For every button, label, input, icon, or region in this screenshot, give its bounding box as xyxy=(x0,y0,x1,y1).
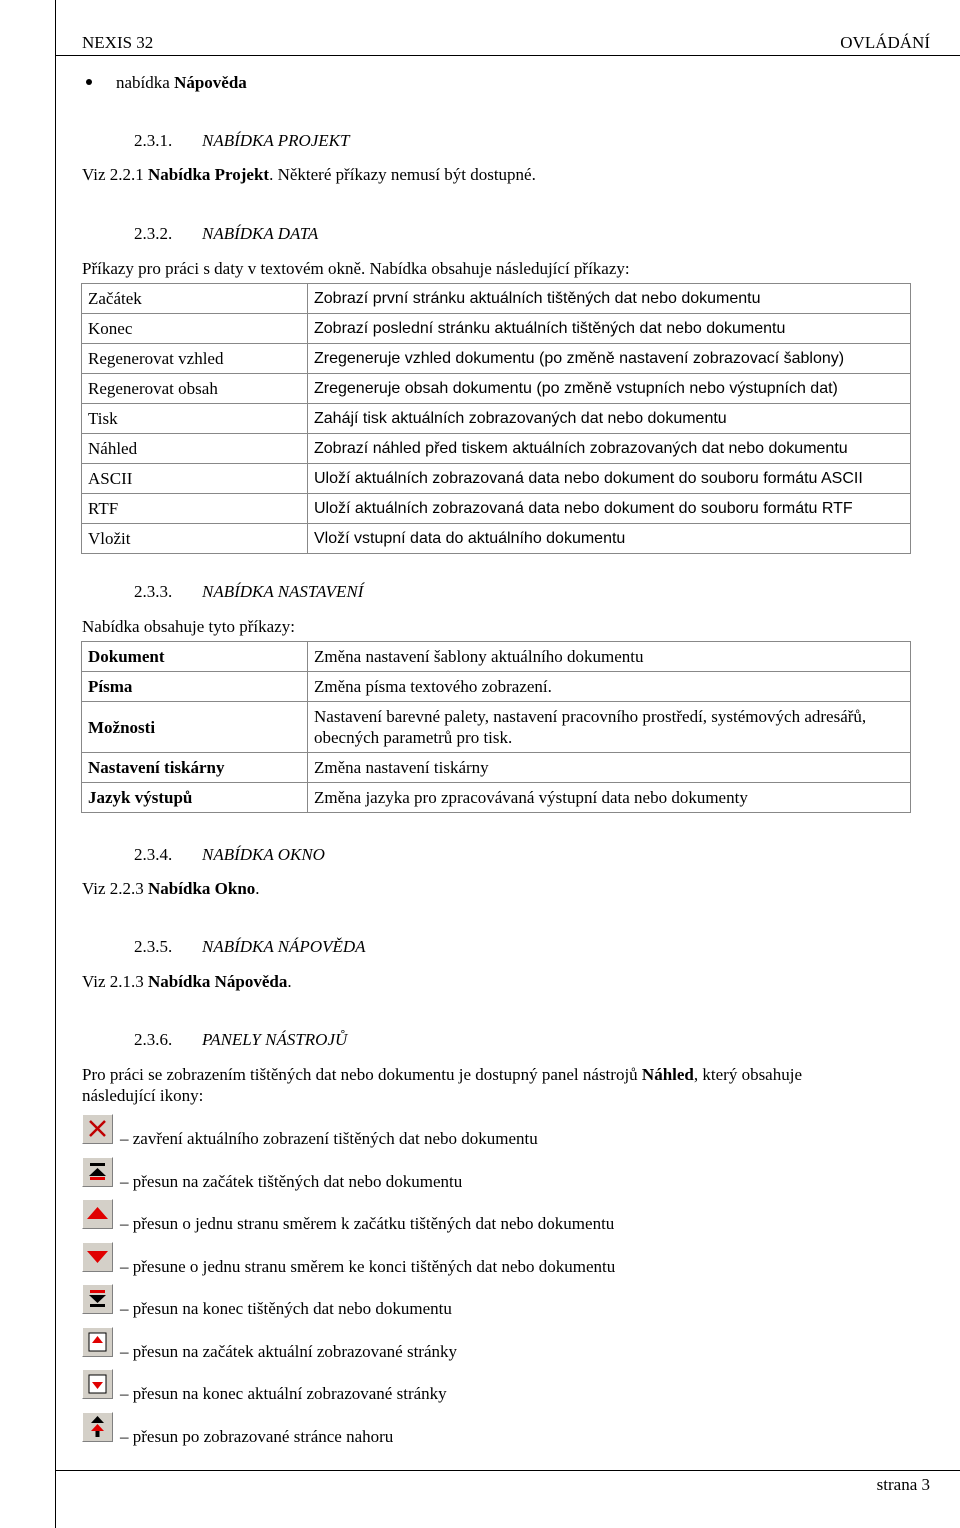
settings-commands-table xyxy=(81,641,911,813)
section-heading-projekt: 2.3.1. NABÍDKA PROJEKT xyxy=(134,131,350,150)
section-heading-data: 2.3.2. NABÍDKA DATA xyxy=(134,224,319,243)
section-heading-okno: 2.3.4. NABÍDKA OKNO xyxy=(134,845,325,864)
command-description-cell: Zobrazí náhled před tiskem aktuálních zobrazovaných dat nebo dokumentu xyxy=(308,434,911,464)
table-row xyxy=(82,642,911,672)
table-row xyxy=(82,524,911,554)
command-description-cell: Změna nastavení šablony aktuálního dokumentu xyxy=(308,642,911,672)
section-text-panely-line1: Pro práci se zobrazením tištěných dat nebo dokumentu je dostupný panel nástrojů Náhled, který obsahuje xyxy=(82,1065,802,1084)
command-description-cell: Uloží aktuálních zobrazovaná data nebo dokument do souboru formátu ASCII xyxy=(308,464,911,494)
icon-label-previous-page: – přesun o jednu stranu směrem k začátku tištěných dat nebo dokumentu xyxy=(120,1214,615,1233)
icon-label-close: – zavření aktuálního zobrazení tištěných dat nebo dokumentu xyxy=(120,1129,538,1148)
last-page-icon[interactable] xyxy=(82,1284,113,1314)
table-row xyxy=(82,344,911,374)
command-name-cell: Jazyk výstupů xyxy=(82,783,308,813)
table-row xyxy=(82,783,911,813)
command-description-cell: Zobrazí poslední stránku aktuálních tištěných dat nebo dokumentu xyxy=(308,314,911,344)
margin-vertical-rule xyxy=(55,0,56,1528)
command-description-cell: Změna nastavení tiskárny xyxy=(308,753,911,783)
bullet-item: nabídka Nápověda xyxy=(116,73,247,92)
table-row xyxy=(82,702,911,753)
table-row xyxy=(82,494,911,524)
command-description-cell: Zregeneruje vzhled dokumentu (po změně nastavení zobrazovací šablony) xyxy=(308,344,911,374)
page-bottom-icon[interactable] xyxy=(82,1369,113,1399)
table-row xyxy=(82,464,911,494)
command-name-cell: Náhled xyxy=(82,434,308,464)
section-text-napoveda: Viz 2.1.3 Nabídka Nápověda. xyxy=(82,972,292,991)
table-row xyxy=(82,404,911,434)
command-name-cell: Nastavení tiskárny xyxy=(82,753,308,783)
command-description-cell: Nastavení barevné palety, nastavení pracovního prostředí, systémových adresářů, obecných parametrů pro tisk. xyxy=(308,702,911,753)
command-name-cell: Možnosti xyxy=(82,702,308,753)
section-heading-napoveda: 2.3.5. NABÍDKA NÁPOVĚDA xyxy=(134,937,366,956)
section-text-projekt: Viz 2.2.1 Nabídka Projekt. Některé příkazy nemusí být dostupné. xyxy=(82,165,536,184)
header-rule xyxy=(55,55,960,56)
header-left: NEXIS 32 xyxy=(82,33,154,52)
command-name-cell: Dokument xyxy=(82,642,308,672)
command-name-cell: Písma xyxy=(82,672,308,702)
command-description-cell: Zobrazí první stránku aktuálních tištěných dat nebo dokumentu xyxy=(308,284,911,314)
table-row xyxy=(82,753,911,783)
command-name-cell: ASCII xyxy=(82,464,308,494)
icon-label-first-page: – přesun na začátek tištěných dat nebo dokumentu xyxy=(120,1172,463,1191)
table-row xyxy=(82,314,911,344)
command-description-cell: Uloží aktuálních zobrazovaná data nebo dokument do souboru formátu RTF xyxy=(308,494,911,524)
icon-label-last-page: – přesun na konec tištěných dat nebo dokumentu xyxy=(120,1299,452,1318)
command-description-cell: Zregeneruje obsah dokumentu (po změně vstupních nebo výstupních dat) xyxy=(308,374,911,404)
command-name-cell: Tisk xyxy=(82,404,308,434)
command-description-cell: Změna jazyka pro zpracovávaná výstupní data nebo dokumenty xyxy=(308,783,911,813)
icon-label-next-page: – přesune o jednu stranu směrem ke konci tištěných dat nebo dokumentu xyxy=(120,1257,616,1276)
table-row xyxy=(82,284,911,314)
data-commands-table xyxy=(81,283,911,554)
page-number: strana 3 xyxy=(876,1475,930,1494)
close-icon[interactable] xyxy=(82,1114,113,1144)
command-name-cell: RTF xyxy=(82,494,308,524)
bullet-dot xyxy=(86,79,92,85)
table-row xyxy=(82,672,911,702)
section-intro-data: Příkazy pro práci s daty v textovém okně. Nabídka obsahuje následující příkazy: xyxy=(82,259,630,278)
section-heading-panely: 2.3.6. PANELY NÁSTROJŮ xyxy=(134,1030,348,1049)
command-name-cell: Konec xyxy=(82,314,308,344)
first-page-icon[interactable] xyxy=(82,1157,113,1187)
command-description-cell: Vloží vstupní data do aktuálního dokumentu xyxy=(308,524,911,554)
footer-rule xyxy=(55,1470,960,1471)
command-name-cell: Regenerovat vzhled xyxy=(82,344,308,374)
table-row xyxy=(82,434,911,464)
command-name-cell: Vložit xyxy=(82,524,308,554)
icon-label-scroll-up: – přesun po zobrazované stránce nahoru xyxy=(120,1427,394,1446)
section-text-panely-line2: následující ikony: xyxy=(82,1086,204,1105)
icon-label-page-bottom: – přesun na konec aktuální zobrazované stránky xyxy=(120,1384,447,1403)
section-intro-nastaveni: Nabídka obsahuje tyto příkazy: xyxy=(82,617,295,636)
page-top-icon[interactable] xyxy=(82,1327,113,1357)
icon-label-page-top: – přesun na začátek aktuální zobrazované stránky xyxy=(120,1342,458,1361)
section-heading-nastaveni: 2.3.3. NABÍDKA NASTAVENÍ xyxy=(134,582,364,601)
header-right: OVLÁDÁNÍ xyxy=(840,33,930,52)
command-description-cell: Změna písma textového zobrazení. xyxy=(308,672,911,702)
previous-page-icon[interactable] xyxy=(82,1199,113,1229)
next-page-icon[interactable] xyxy=(82,1242,113,1272)
section-text-okno: Viz 2.2.3 Nabídka Okno. xyxy=(82,879,260,898)
scroll-up-icon[interactable] xyxy=(82,1412,113,1442)
command-name-cell: Začátek xyxy=(82,284,308,314)
table-row xyxy=(82,374,911,404)
command-name-cell: Regenerovat obsah xyxy=(82,374,308,404)
command-description-cell: Zahájí tisk aktuálních zobrazovaných dat nebo dokumentu xyxy=(308,404,911,434)
